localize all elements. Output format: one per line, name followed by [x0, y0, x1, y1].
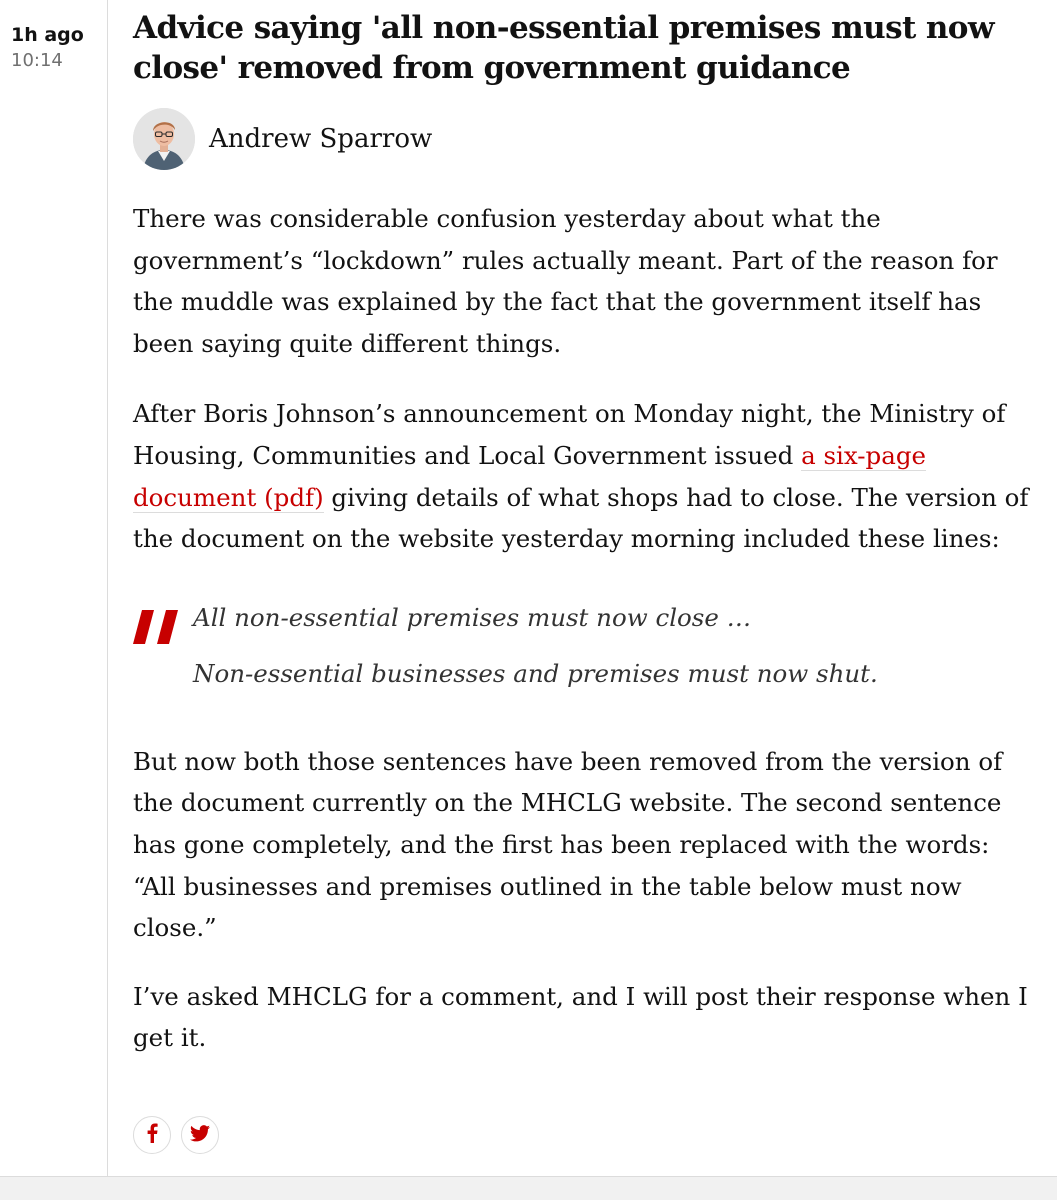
- quote-mark-icon: [133, 610, 181, 648]
- byline: [133, 108, 1038, 170]
- footer-band: [0, 1176, 1057, 1200]
- blockquote: [133, 600, 1038, 712]
- paragraph-text: After Boris Johnson’s announcement on Monday night, the Ministry of Housing, Communities and Local Government issued: [133, 399, 1006, 470]
- quote-line: All non-essential premises must now close …: [193, 602, 752, 632]
- quote-line: Non-essential businesses and premises must now shut.: [193, 658, 878, 688]
- author-avatar: [133, 108, 195, 170]
- twitter-share-button[interactable]: [181, 1116, 219, 1154]
- article-body: [133, 198, 1038, 1059]
- author-name[interactable]: Andrew Sparrow: [209, 124, 433, 154]
- facebook-icon: [145, 1123, 159, 1147]
- live-blog-entry: [133, 8, 1038, 1059]
- relative-time: 1h ago: [11, 24, 84, 46]
- entry-meta: [11, 22, 101, 74]
- left-divider: [107, 0, 108, 1176]
- facebook-share-button[interactable]: [133, 1116, 171, 1154]
- paragraph-text: giving details of what shops had to close. The version of the document on the website yesterday morning included these lines:: [133, 482, 1029, 554]
- twitter-icon: [190, 1125, 210, 1146]
- paragraph: I’ve asked MHCLG for a comment, and I will post their response when I get it.: [133, 981, 1028, 1053]
- paragraph: But now both those sentences have been removed from the version of the document currently on the MHCLG website. The second sentence has gone completely, and the first has been replaced with the words: “All businesses and premises outlined in the table below must now close.”: [133, 746, 1003, 943]
- headline: Advice saying 'all non-essential premises must now close' removed from government guidance: [133, 10, 994, 86]
- paragraph: [133, 393, 1038, 559]
- entry-time: 10:14: [11, 50, 63, 71]
- pdf-document-link[interactable]: a six-page document (pdf): [133, 440, 927, 512]
- paragraph: There was considerable confusion yesterday about what the government’s “lockdown” rules actually meant. Part of the reason for the muddle was explained by the fact that the government itself has been saying quite different things.: [133, 204, 998, 358]
- share-buttons: [133, 1116, 219, 1154]
